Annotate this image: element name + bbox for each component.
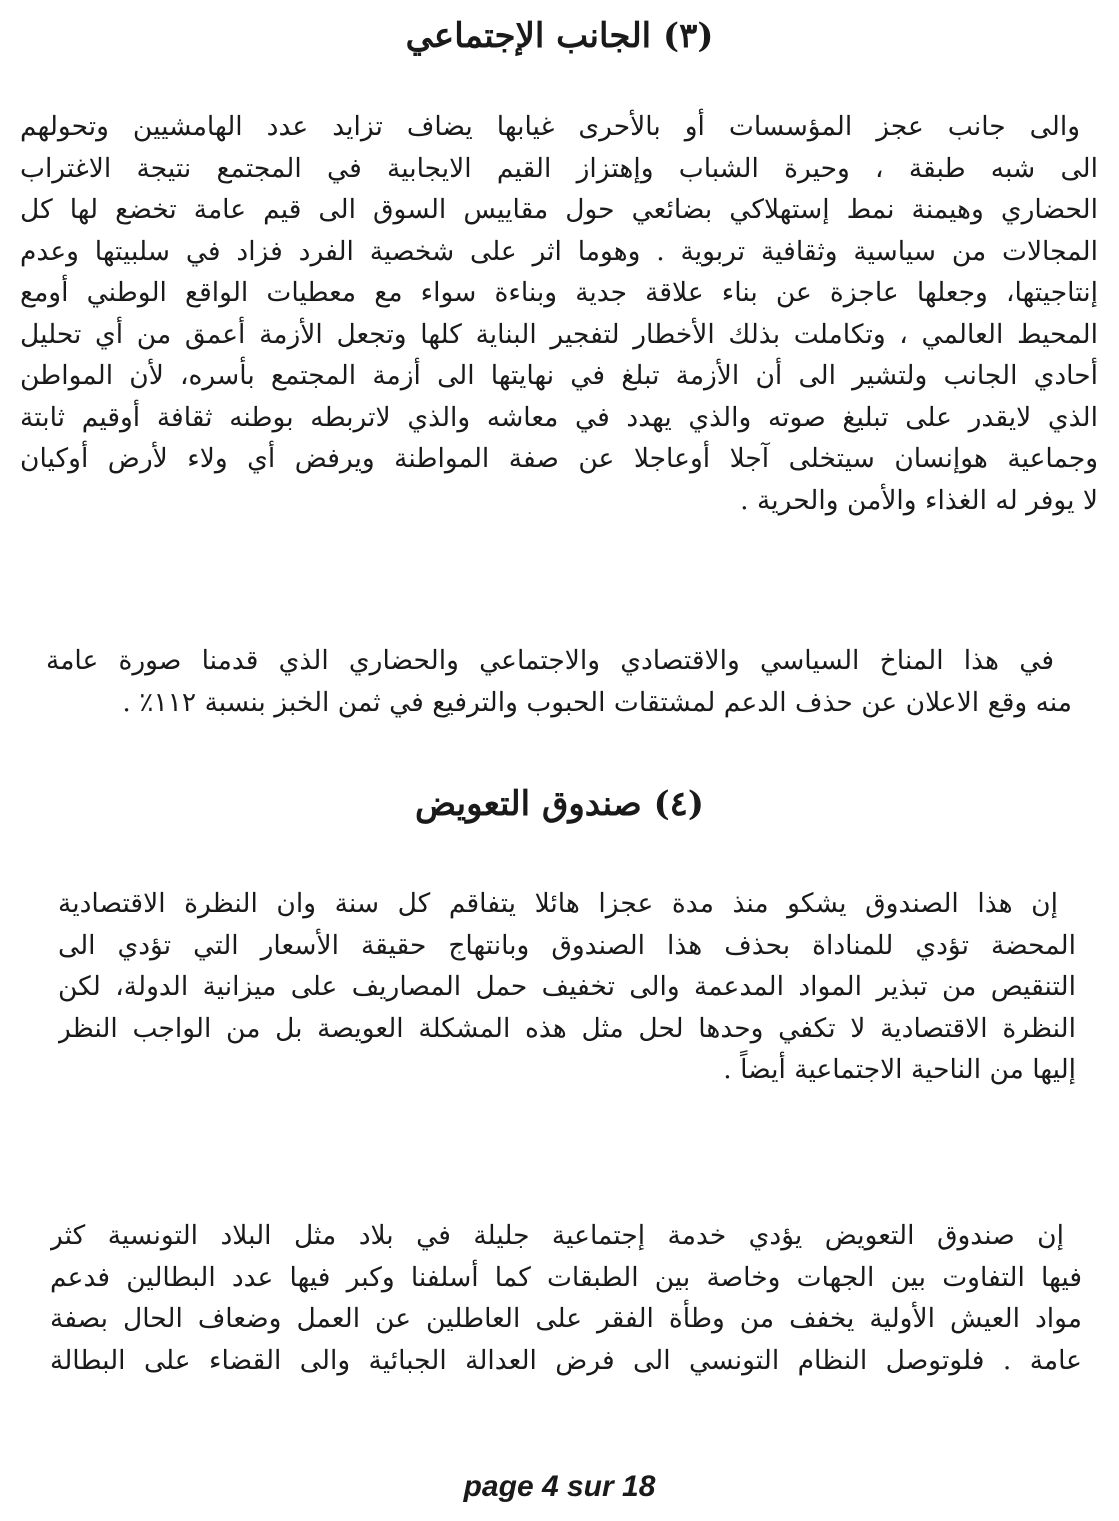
text-line: أحادي الجانب ولتشير الى أن الأزمة تبلغ في نهايتها الى أزمة المجتمع بأسره، لأن المواطن — [20, 360, 1098, 391]
section-4-heading: (٤) صندوق التعويض — [414, 784, 705, 824]
text-line: منه وقع الاعلان عن حذف الدعم لمشتقات الحبوب والترفيع في ثمن الخبز بنسبة ١١٢٪ . — [122, 686, 1072, 718]
page-number-footer: page 4 sur 18 — [463, 1470, 656, 1503]
section-4-paragraph-1 — [58, 883, 1076, 1091]
section-3-paragraph-1 — [20, 106, 1098, 521]
text-line: والى جانب عجز المؤسسات أو بالأحرى غيابها يضاف تزايد عدد الهامشيين وتحولهم — [20, 111, 1080, 142]
text-line: فيها التفاوت بين الجهات وخاصة بين الطبقات كما أسلفنا وكبر فيها عدد البطالين فدعم — [50, 1261, 1082, 1293]
text-line: وجماعية هوإنسان سيتخلى آجلا أوعاجلا عن صفة المواطنة ويرفض أي ولاء لأرض أوكيان — [20, 443, 1098, 474]
text-line: الذي لايقدر على تبليغ صوته والذي يهدد في معاشه والذي لاتربطه بوطنه ثقافة أوقيم ثابتة — [20, 401, 1098, 433]
text-line: المحضة تؤدي للمناداة بحذف هذا الصندوق وبانتهاج حقيقة الأسعار التي تؤدي الى — [58, 929, 1076, 961]
section-4-paragraph-2 — [50, 1215, 1082, 1381]
text-line: الى شبه طبقة ، وحيرة الشباب وإهتزاز القيم الايجابية في المجتمع نتيجة الاغتراب — [20, 152, 1098, 184]
text-line: النظرة الاقتصادية لا تكفي وحدها لحل مثل هذه المشكلة العويصة بل من الواجب النظر — [58, 1012, 1076, 1044]
text-line: إن صندوق التعويض يؤدي خدمة إجتماعية جليلة في بلاد مثل البلاد التونسية كثر — [50, 1220, 1064, 1251]
text-line: في هذا المناخ السياسي والاقتصادي والاجتماعي والحضاري الذي قدمنا صورة عامة — [46, 645, 1054, 676]
text-line: مواد العيش الأولية يخفف من وطأة الفقر على العاطلين عن العمل وضعاف الحال بصفة — [50, 1303, 1082, 1334]
text-line: لا يوفر له الغذاء والأمن والحرية . — [740, 484, 1098, 516]
section-3-paragraph-2 — [46, 640, 1072, 723]
section-3-heading: (٣) الجانب الإجتماعي — [405, 16, 714, 56]
text-line: إنتاجيتها، وجعلها عاجزة عن بناء علاقة جدية وبناءة سواء مع معطيات الواقع الوطني أومع — [20, 277, 1098, 308]
text-line: المحيط العالمي ، وتكاملت بذلك الأخطار لتفجير البناية كلها وتجعل الأزمة أعمق من أي تحليل — [20, 318, 1098, 350]
text-line: التنقيص من تبذير المواد المدعمة والى تخفيف حمل المصاريف على ميزانية الدولة، لكن — [58, 971, 1076, 1002]
text-line: عامة . فلوتوصل النظام التونسي الى فرض العدالة الجبائية والى القضاء على البطالة — [50, 1344, 1082, 1376]
text-line: إليها من الناحية الاجتماعية أيضاً . — [723, 1054, 1076, 1085]
text-line: المجالات من سياسية وثقافية تربوية . وهوما اثر على شخصية الفرد فزاد في سلبيتها وعدم — [20, 235, 1098, 267]
text-line: الحضاري وهيمنة نمط إستهلاكي بضائعي حول مقاييس السوق الى قيم عامة تخضع لها كل — [20, 194, 1098, 225]
text-line: إن هذا الصندوق يشكو منذ مدة عجزا هائلا يتفاقم كل سنة وان النظرة الاقتصادية — [58, 888, 1058, 919]
